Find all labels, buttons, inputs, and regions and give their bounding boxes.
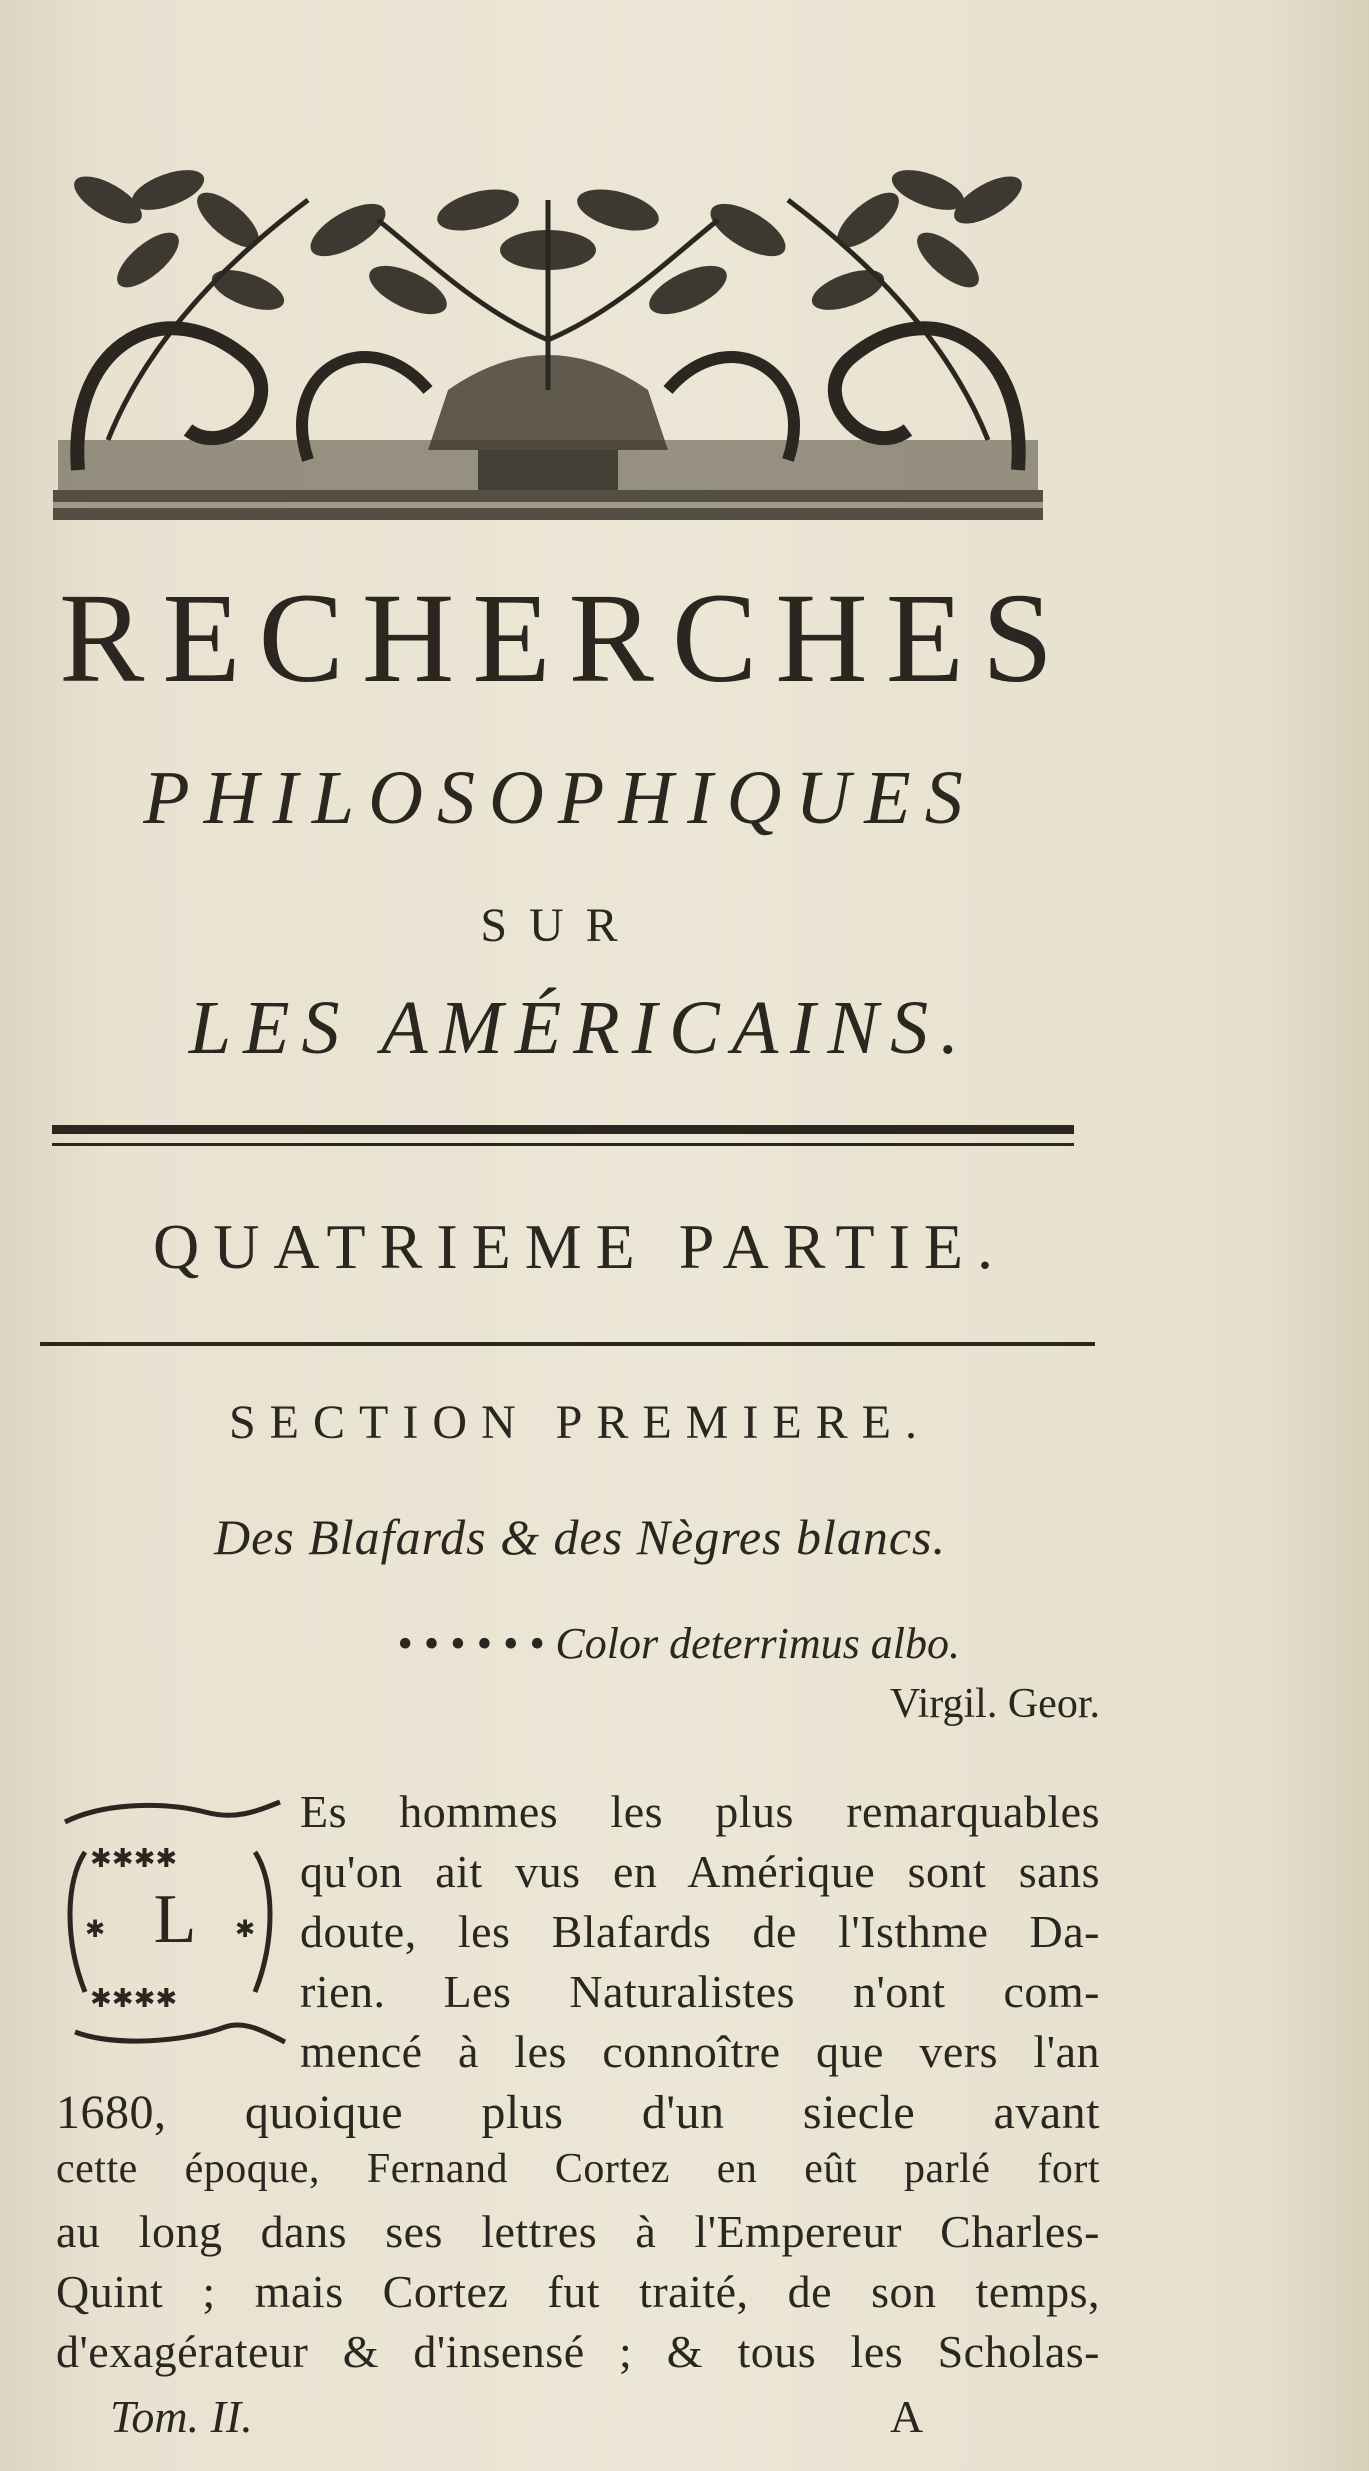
dropcap — [45, 1792, 305, 2052]
epigraph-quote: • • • • • • Color deterrimus albo. — [397, 1619, 960, 1668]
body-line: au long dans ses lettres à l'Empereur Charles- — [56, 2206, 1100, 2257]
svg-text:✱✱✱✱: ✱✱✱✱ — [90, 1844, 178, 1874]
volume-signature: Tom. II. — [110, 2391, 253, 2442]
gathering-mark: A — [890, 2391, 924, 2442]
part-heading: QUATRIEME PARTIE. — [152, 1211, 1008, 1282]
body-line: doute, les Blafards de l'Isthme Da- — [300, 1906, 1100, 1957]
body-line: Es hommes les plus remarquables — [300, 1786, 1100, 1837]
body-line: mencé à les connoître que vers l'an — [300, 2026, 1100, 2077]
body-line: d'exagérateur & d'insensé ; & tous les Scholas- — [56, 2326, 1100, 2377]
svg-text:✱✱✱✱: ✱✱✱✱ — [90, 1984, 178, 2014]
title-rule-thin — [52, 1143, 1074, 1146]
title-line-les-americains: LES AMÉRICAINS. — [188, 986, 972, 1070]
svg-text:✱: ✱ — [235, 1915, 256, 1943]
section-subtitle: Des Blafards & des Nègres blancs. — [213, 1509, 947, 1565]
title-line-recherches: RECHERCHES — [58, 567, 1072, 709]
title-line-philosophiques: PHILOSOPHIQUES — [143, 756, 977, 840]
epigraph-source: Virgil. Geor. — [889, 1681, 1100, 1727]
body-line: Quint ; mais Cortez fut traité, de son temps, — [56, 2266, 1100, 2317]
body-line: qu'on ait vus en Amérique sont sans — [300, 1846, 1100, 1897]
svg-text:✱: ✱ — [85, 1915, 106, 1943]
part-rule — [40, 1342, 1095, 1346]
section-heading: SECTION PREMIERE. — [228, 1396, 931, 1449]
title-rule-thick — [52, 1125, 1074, 1134]
body-line: rien. Les Naturalistes n'ont com- — [300, 1966, 1100, 2017]
title-line-sur: SUR — [480, 899, 640, 952]
body-line: 1680, quoique plus d'un siecle avant — [56, 2086, 1100, 2139]
floral-headpiece-icon — [48, 140, 1048, 540]
body-line: cette époque, Fernand Cortez en eût parlé fort — [56, 2146, 1100, 2192]
dropcap-letter: L — [153, 1881, 197, 1958]
